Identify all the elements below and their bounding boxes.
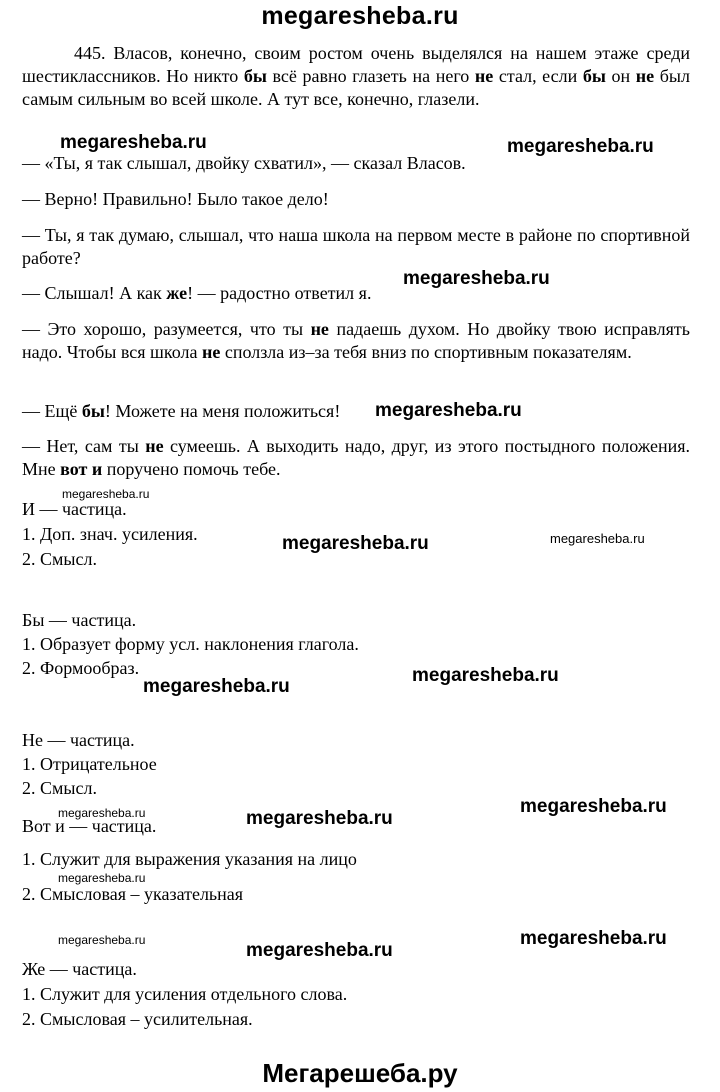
analysis-ne-line-1: 1. Отрицательное	[22, 754, 157, 774]
analysis-zhe-line-2: 2. Смысловая – усилительная.	[22, 1009, 253, 1029]
footer-site-title: Мегарешеба.ру	[262, 1058, 458, 1088]
text-span: — Слышал! А как	[22, 283, 167, 303]
text-span: 445. Власов, конечно, своим ростом очень выделялся на нашем этаже среди шестиклассников. Но никто	[22, 43, 690, 86]
watermark: megaresheba.ru	[246, 940, 393, 961]
analysis-zhe-title: Же — частица.	[22, 959, 137, 979]
bold-particle: не	[145, 436, 164, 456]
bold-particle: не	[474, 66, 494, 86]
watermark: megaresheba.ru	[403, 268, 550, 289]
text-span: был самым сильным во всей школе. А тут все, конечно, глазели.	[22, 66, 691, 109]
watermark: megaresheba.ru	[375, 400, 522, 421]
analysis-i-line-1: 1. Доп. знач. усиления.	[22, 524, 198, 544]
analysis-by-line-1: 1. Образует форму усл. наклонения глагола.	[22, 634, 359, 654]
analysis-voti-line-2: 2. Смысловая – указательная	[22, 884, 244, 904]
bold-particle: бы	[582, 66, 606, 86]
header-site-title: megaresheba.ru	[261, 2, 459, 30]
watermark: megaresheba.ru	[520, 796, 667, 817]
text-span: падаешь духом. Но двойку твою исправлять надо. Чтобы вся школа	[22, 319, 690, 362]
analysis-voti-line-1: 1. Служит для выражения указания на лицо	[22, 849, 357, 869]
bold-particle: бы	[243, 66, 267, 86]
bold-particle: вот и	[60, 459, 103, 479]
analysis-ne-line-2: 2. Смысл.	[22, 778, 97, 798]
analysis-i-title: И — частица.	[22, 499, 127, 519]
analysis-by-title: Бы — частица.	[22, 610, 137, 630]
text-span: — Это хорошо, разумеется, что ты	[22, 319, 311, 339]
watermark: megaresheba.ru	[246, 808, 393, 829]
watermark: megaresheba.ru	[58, 806, 146, 820]
analysis-i-line-2: 2. Смысл.	[22, 549, 97, 569]
watermark: megaresheba.ru	[143, 676, 290, 697]
exercise-paragraph-1	[22, 42, 690, 111]
exercise-paragraph-6	[22, 318, 690, 364]
analysis-zhe-line-1: 1. Служит для усиления отдельного слова.	[22, 984, 348, 1004]
watermark: megaresheba.ru	[58, 871, 146, 885]
watermark: megaresheba.ru	[62, 487, 150, 501]
exercise-paragraph-2: — «Ты, я так слышал, двойку схватил», — сказал Власов.	[22, 153, 466, 173]
watermark: megaresheba.ru	[412, 665, 559, 686]
exercise-paragraph-8	[22, 435, 690, 481]
analysis-by-line-2: 2. Формообраз.	[22, 658, 140, 678]
watermark: megaresheba.ru	[282, 533, 429, 554]
text-span: он	[605, 66, 636, 86]
text-span: ! — радостно ответил я.	[187, 283, 372, 303]
bold-particle: бы	[81, 401, 105, 421]
text-span: — Ещё	[22, 401, 82, 421]
watermark: megaresheba.ru	[520, 928, 667, 949]
analysis-ne-title: Не — частица.	[22, 730, 135, 750]
exercise-paragraph-7	[22, 400, 340, 422]
text-span: ! Можете на меня положиться!	[104, 401, 341, 421]
bold-particle: же	[166, 283, 188, 303]
text-span: — Нет, сам ты	[22, 436, 146, 456]
watermark: megaresheba.ru	[60, 132, 207, 153]
exercise-paragraph-5	[22, 282, 371, 304]
watermark: megaresheba.ru	[550, 531, 645, 546]
analysis-voti-title: Вот и — частица.	[22, 816, 157, 836]
text-span: поручено помочь тебе.	[102, 459, 281, 479]
text-span: стал, если	[493, 66, 583, 86]
text-span: сумеешь. А выходить надо, друг, из этого постыдного положения. Мне	[22, 436, 690, 479]
text-span: всё равно глазеть на него	[266, 66, 475, 86]
watermark: megaresheba.ru	[507, 136, 654, 157]
bold-particle: не	[635, 66, 655, 86]
bold-particle: не	[201, 342, 221, 362]
exercise-paragraph-4: — Ты, я так думаю, слышал, что наша школа на первом месте в районе по спортивной работе?	[22, 225, 690, 268]
text-span: сползла из–за тебя вниз по спортивным показателям.	[220, 342, 632, 362]
bold-particle: не	[310, 319, 329, 339]
exercise-paragraph-3: — Верно! Правильно! Было такое дело!	[22, 189, 329, 209]
watermark: megaresheba.ru	[58, 933, 146, 947]
